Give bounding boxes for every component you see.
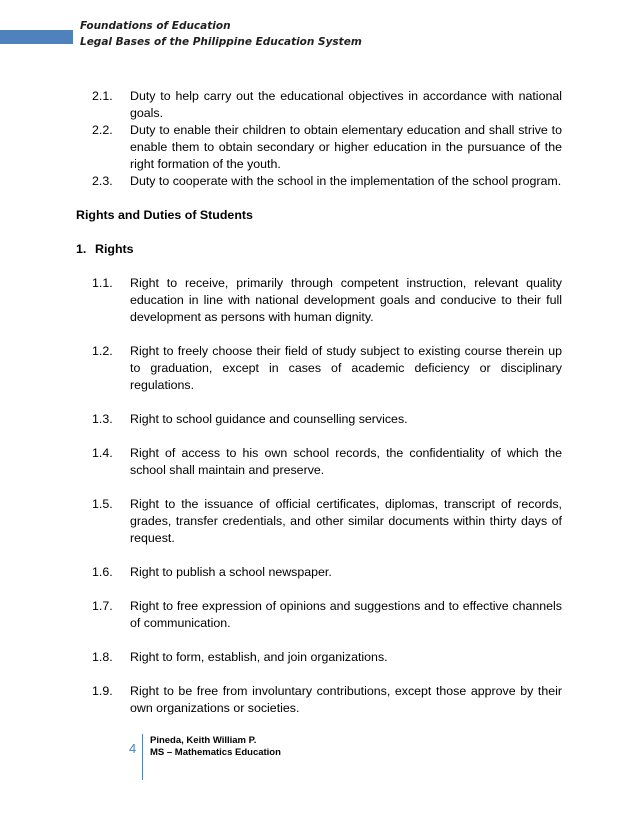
page-number: 4 (129, 741, 137, 756)
page-header (80, 18, 362, 50)
list-item (92, 411, 562, 428)
header-course-title: Foundations of Education (80, 20, 231, 32)
item-text: Duty to enable their children to obtain elementary education and shall strive to enable them to obtain secondary or higher education in the pursuance of the right formation of the youth. (130, 123, 562, 171)
list-item (92, 598, 562, 632)
item-text: Right to the issuance of official certificates, diplomas, transcript of records, grades, transfer credentials, and other similar documents within thirty days of request. (130, 497, 562, 545)
item-text: Right to publish a school newspaper. (130, 565, 332, 579)
list-item (92, 343, 562, 394)
subsection-title: Rights (95, 242, 134, 256)
document-body (0, 88, 638, 717)
header-chapter-title: Legal Bases of the Philippine Education System (80, 36, 362, 48)
list-item (92, 173, 562, 190)
item-number: 2.3. (92, 174, 113, 188)
item-text: Right to freely choose their field of study subject to existing course therein up to graduation, except in cases of academic deficiency or disciplinary regulations. (130, 344, 562, 392)
item-number: 1.8. (92, 650, 113, 664)
list-item (92, 445, 562, 479)
list-item (92, 649, 562, 666)
item-text: Right to form, establish, and join organizations. (130, 650, 388, 664)
list-item (92, 496, 562, 547)
item-number: 1.5. (92, 497, 113, 511)
item-text: Right to school guidance and counselling services. (130, 412, 408, 426)
item-number: 2.2. (92, 123, 113, 137)
item-number: 1.3. (92, 412, 113, 426)
item-number: 1.9. (92, 684, 113, 698)
item-number: 1.4. (92, 446, 113, 460)
section-heading: Rights and Duties of Students (76, 208, 253, 222)
item-number: 1.6. (92, 565, 113, 579)
list-item (92, 683, 562, 717)
item-number: 1.1. (92, 276, 113, 290)
list-item (92, 88, 562, 122)
list-item (92, 564, 562, 581)
list-item (92, 122, 562, 173)
footer-divider (142, 734, 143, 780)
subsection-heading (76, 241, 638, 258)
item-text: Duty to cooperate with the school in the implementation of the school program. (130, 174, 562, 188)
item-number: 1.7. (92, 599, 113, 613)
footer-program: MS – Mathematics Education (150, 747, 281, 758)
item-number: 2.1. (92, 89, 113, 103)
header-accent-bar (0, 30, 73, 44)
footer-author: Pineda, Keith William P. (150, 735, 257, 746)
list-item (92, 275, 562, 326)
item-text: Right of access to his own school records, the confidentiality of which the school shall maintain and preserve. (130, 446, 562, 477)
item-text: Right to free expression of opinions and suggestions and to effective channels of communication. (130, 599, 562, 630)
item-text: Right to receive, primarily through competent instruction, relevant quality education in line with national development goals and conducive to their full development as persons with human dignity. (130, 276, 562, 324)
item-number: 1.2. (92, 344, 113, 358)
page-footer (150, 735, 281, 759)
item-text: Duty to help carry out the educational objectives in accordance with national goals. (130, 89, 562, 120)
item-text: Right to be free from involuntary contributions, except those approve by their own organizations or societies. (130, 684, 562, 715)
subsection-number: 1. (76, 242, 87, 256)
